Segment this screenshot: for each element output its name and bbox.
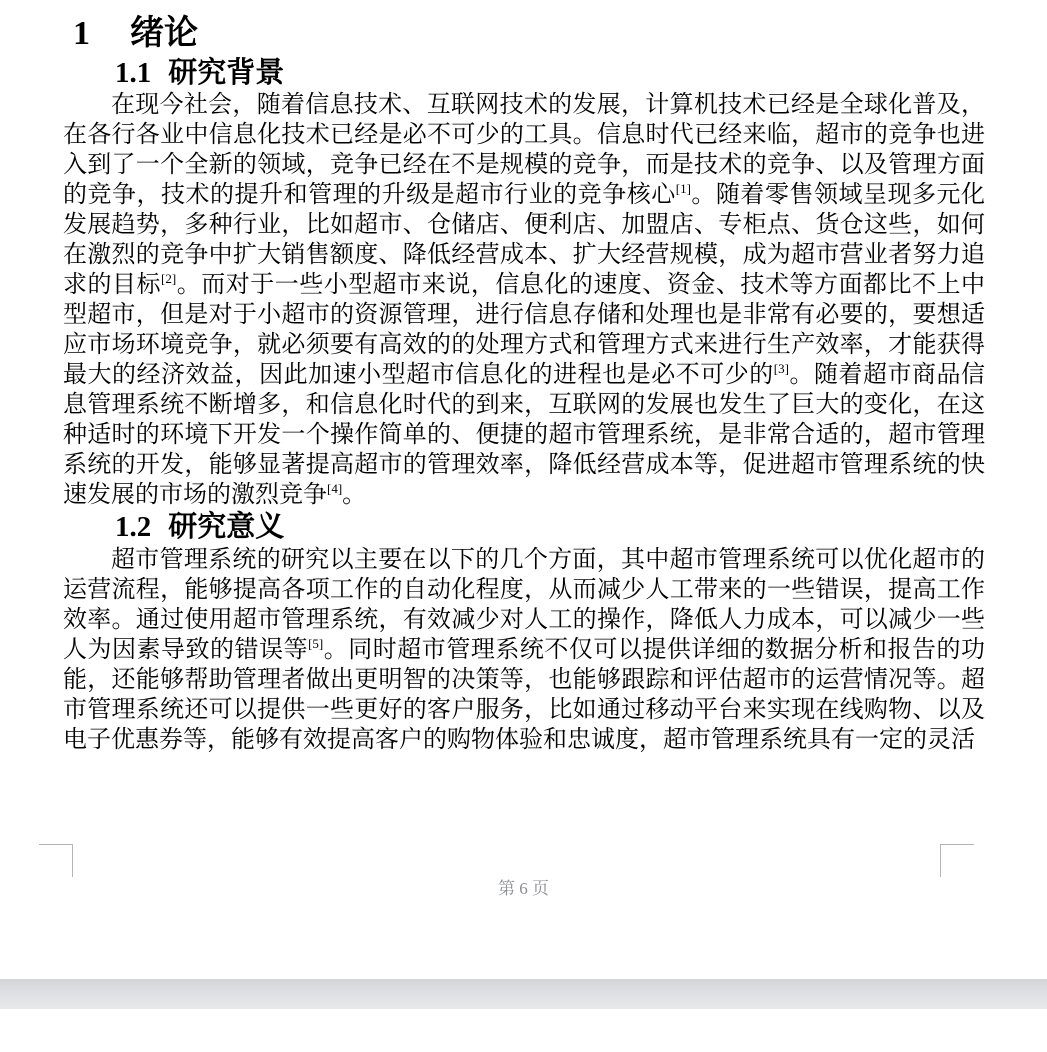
- citation-ref: [4]: [327, 481, 343, 497]
- next-page-top-edge: [0, 1009, 1047, 1052]
- text-boundary-mark-right: [940, 844, 974, 877]
- citation-ref: [2]: [161, 271, 177, 287]
- page-number-label: 第 6 页: [498, 879, 549, 898]
- page-body-text: [63, 0, 985, 755]
- section-heading-1-1: [63, 56, 985, 91]
- paragraph-text-run: 。同时超市管理系统不仅可以提供详细的数据分析和报告的功能，还能够帮助管理者做出更明智的决策等，也能够跟踪和评估超市的运营情况等。超市管理系统还可以提供一些更好的客户服务，比如通过移动平台来实现在线购物、以及电子优惠券等，能够有效提高客户的购物体验和忠诚度，超市管理系统具有一定的灵活: [63, 637, 986, 754]
- paragraph-research-background: [63, 90, 985, 510]
- chapter-title: 绪论: [130, 15, 198, 52]
- text-boundary-mark-left: [39, 844, 73, 877]
- paragraph-text-run: 在现今社会，随着信息技术、互联网技术的发展，计算机技术已经是全球化普及，在各行各业中信息化技术已经是必不可少的工具。信息时代已经来临，超市的竞争也进入到了一个全新的领域，竞争已经在不是规模的竞争，而是技术的竞争、以及管理方面的竞争，技术的提升和管理的升级是超市行业的竞争核心: [63, 92, 985, 209]
- chapter-number: 1: [73, 15, 90, 52]
- paragraph-text-run: 超市管理系统的研究以主要在以下的几个方面，其中超市管理系统可以优化超市的运营流程，能够提高各项工作的自动化程度，从而减少人工带来的一些错误，提高工作效率。通过使用超市管理系统，有效减少对人工的操作，降低人力成本，可以减少一些人为因素导致的错误等: [63, 547, 985, 664]
- page-footer: [0, 874, 1047, 899]
- section-1-2-number: 1.2: [115, 511, 152, 544]
- paragraph-text-run: 。随着零售领域呈现多元化发展趋势，多种行业，比如超市、仓储店、便利店、加盟店、专柜点、货仓这些，如何在激烈的竞争中扩大销售额度、降低经营成本、扩大经营规模，成为超市营业者努力追求的目标: [63, 182, 986, 299]
- paragraph-text-run: 。而对于一些小型超市来说，信息化的速度、资金、技术等方面都比不上中型超市，但是对于小超市的资源管理，进行信息存储和处理也是非常有必要的，要想适应市场环境竞争，就必须要有高效的的处理方式和管理方式来进行生产效率，才能获得最大的经济效益，因此加速小型超市信息化的进程也是必不可少的: [63, 272, 986, 389]
- section-1-2-title: 研究意义: [168, 511, 285, 544]
- citation-ref: [5]: [308, 636, 324, 652]
- section-heading-1-2: [63, 510, 985, 545]
- citation-ref: [1]: [675, 181, 691, 197]
- citation-ref: [3]: [773, 361, 789, 377]
- chapter-heading: [63, 0, 985, 56]
- page-gap: [0, 979, 1047, 1009]
- paragraph-research-significance: [63, 545, 985, 755]
- section-1-1-number: 1.1: [115, 56, 152, 89]
- paragraph-text-run: 。: [342, 482, 367, 509]
- section-1-1-title: 研究背景: [168, 56, 285, 89]
- paragraph-text-run: 。随着超市商品信息管理系统不断增多，和信息化时代的到来，互联网的发展也发生了巨大的变化，在这种适时的环境下开发一个操作简单的、便捷的超市管理系统，是非常合适的，超市管理系统的开发，能够显著提高超市的管理效率，降低经营成本等，促进超市管理系统的快速发展的市场的激烈竞争: [63, 362, 986, 509]
